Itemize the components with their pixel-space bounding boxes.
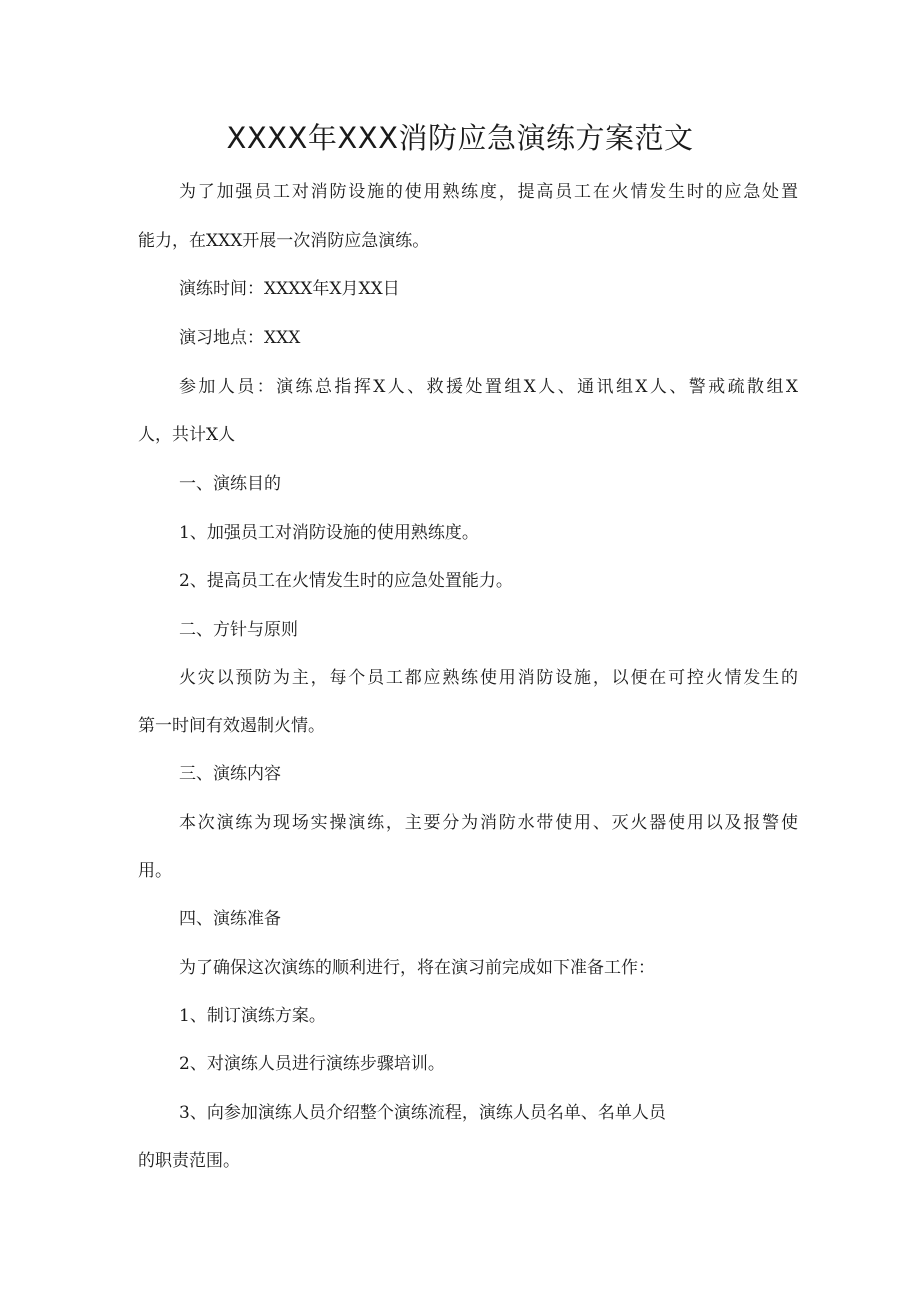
section-2-heading: 二、方针与原则	[179, 620, 298, 640]
section-4-item-1: 1、制订演练方案。	[179, 1006, 326, 1026]
section-1-item-1: 1、加强员工对消防设施的使用熟练度。	[179, 523, 479, 543]
participants-line-1: 参加人员：演练总指挥X人、救援处置组X人、通讯组X人、警戒疏散组X	[179, 377, 798, 397]
section-1-item-2: 2、提高员工在火情发生时的应急处置能力。	[179, 571, 513, 591]
section-3-line-2: 用。	[138, 861, 172, 881]
section-4-heading: 四、演练准备	[179, 909, 281, 929]
section-2-line-1: 火灾以预防为主，每个员工都应熟练使用消防设施，以便在可控火情发生的	[179, 668, 798, 688]
intro-paragraph-line-2: 能力，在XXX开展一次消防应急演练。	[138, 231, 430, 251]
participants-line-2: 人，共计X人	[138, 425, 236, 445]
intro-paragraph-line-1: 为了加强员工对消防设施的使用熟练度，提高员工在火情发生时的应急处置	[179, 182, 798, 202]
section-2-line-2: 第一时间有效遏制火情。	[138, 716, 325, 736]
section-3-heading: 三、演练内容	[179, 764, 281, 784]
section-4-item-2: 2、对演练人员进行演练步骤培训。	[179, 1054, 445, 1074]
section-4-item-3-line-1: 3、向参加演练人员介绍整个演练流程，演练人员名单、名单人员	[179, 1103, 666, 1123]
section-3-line-1: 本次演练为现场实操演练，主要分为消防水带使用、灭火器使用以及报警使	[179, 813, 798, 833]
section-4-item-3-line-2: 的职责范围。	[138, 1151, 240, 1171]
drill-time: 演练时间：XXXX年X月XX日	[179, 279, 400, 299]
section-1-heading: 一、演练目的	[179, 474, 281, 494]
section-4-intro: 为了确保这次演练的顺利进行，将在演习前完成如下准备工作：	[179, 958, 655, 978]
drill-location: 演习地点：XXX	[179, 328, 301, 348]
document-title: XXXX年XXX消防应急演练方案范文	[226, 121, 694, 155]
